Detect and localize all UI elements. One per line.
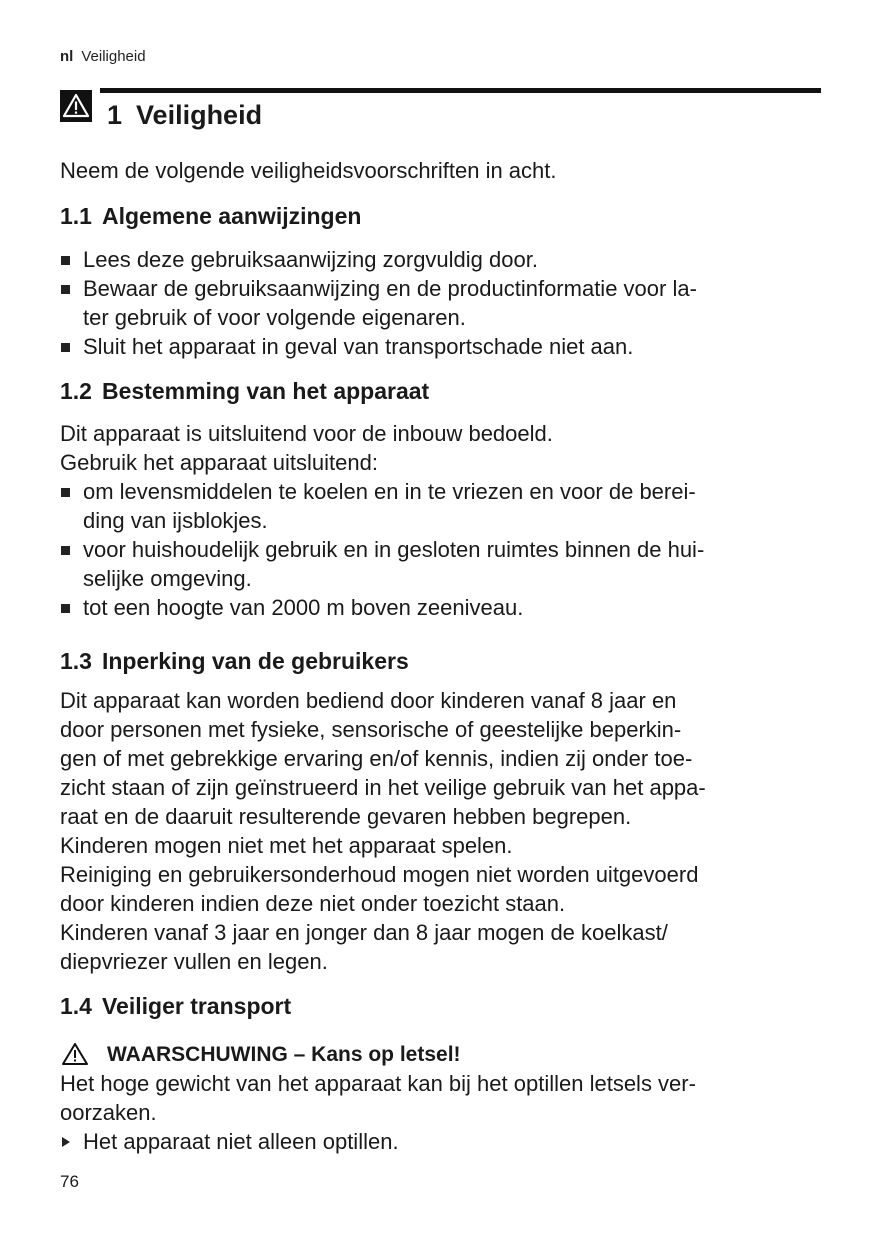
paragraph-line: diepvriezer vullen en legen. [60, 949, 328, 974]
page-number: 76 [60, 1172, 79, 1191]
bullet-icon [61, 285, 70, 294]
paragraph-line: Reiniging en gebruikersonderhoud mogen niet worden uitgevoerd [60, 862, 699, 887]
header-section: Veiligheid [81, 48, 146, 65]
list-1-1 [60, 245, 820, 361]
heading-1-4 [60, 991, 291, 1021]
heading-number: 1.2 [60, 378, 92, 404]
page-title [107, 100, 262, 131]
title-number: 1 [107, 100, 123, 130]
list-item [60, 274, 820, 332]
paragraph-line: gen of met gebrekkige ervaring en/of kennis, indien zij onder toe- [60, 746, 693, 771]
warning-heading [60, 1040, 820, 1069]
paragraph-line: raat en de daaruit resulterende gevaren hebben begrepen. [60, 804, 632, 829]
paragraph-line: Gebruik het apparaat uitsluitend: [60, 450, 378, 475]
action-step [60, 1127, 820, 1156]
bullet-icon [61, 546, 70, 555]
heading-1-2 [60, 376, 429, 406]
paragraph-line: Kinderen mogen niet met het apparaat spelen. [60, 833, 513, 858]
heading-number: 1.3 [60, 648, 92, 674]
arrow-right-icon [62, 1137, 70, 1147]
list-item-text: Bewaar de gebruiksaanwijzing en de productinformatie voor la- [83, 276, 697, 301]
heading-text: Algemene aanwijzingen [101, 203, 362, 229]
paragraph-line: Dit apparaat kan worden bediend door kinderen vanaf 8 jaar en [60, 688, 677, 713]
list-item-text: selijke omgeving. [83, 566, 252, 591]
warning-triangle-icon [61, 1042, 89, 1066]
bullet-icon [61, 343, 70, 352]
body-1-2 [60, 419, 820, 622]
warning-box-icon [60, 90, 92, 122]
heading-1-3 [60, 646, 409, 676]
list-item [60, 593, 820, 622]
list-item-text: tot een hoogte van 2000 m boven zeeniveau. [83, 595, 524, 620]
list-item-text: ter gebruik of voor volgende eigenaren. [83, 305, 466, 330]
warning-text: WAARSCHUWING – Kans op letsel! [107, 1043, 461, 1066]
heading-text: Bestemming van het apparaat [101, 378, 430, 404]
bullet-icon [61, 256, 70, 265]
heading-number: 1.1 [60, 203, 92, 229]
list-item-text: Sluit het apparaat in geval van transportschade niet aan. [83, 334, 634, 359]
list-item-text: om levensmiddelen te koelen en in te vriezen en voor de berei- [83, 479, 696, 504]
list-item-text: voor huishoudelijk gebruik en in gesloten ruimtes binnen de hui- [83, 537, 705, 562]
list-item [60, 535, 820, 593]
running-header [60, 48, 146, 65]
list-item [60, 477, 820, 535]
list-item [60, 332, 820, 361]
language-code: nl [60, 48, 74, 65]
paragraph-line: Dit apparaat is uitsluitend voor de inbouw bedoeld. [60, 421, 553, 446]
paragraph-line: door kinderen indien deze niet onder toezicht staan. [60, 891, 566, 916]
paragraph-line: Kinderen vanaf 3 jaar en jonger dan 8 jaar mogen de koelkast/ [60, 920, 668, 945]
heading-text: Veiliger transport [101, 993, 292, 1019]
heading-1-1 [60, 201, 361, 231]
heading-text: Inperking van de gebruikers [101, 648, 409, 674]
paragraph-line: oorzaken. [60, 1100, 157, 1125]
list-item-text: ding van ijsblokjes. [83, 508, 268, 533]
bullet-icon [61, 604, 70, 613]
intro-text: Neem de volgende veiligheidsvoorschriften in acht. [60, 158, 557, 183]
bullet-icon [61, 488, 70, 497]
title-text: Veiligheid [136, 100, 263, 130]
list-item-text: Lees deze gebruiksaanwijzing zorgvuldig door. [83, 247, 538, 272]
body-1-4 [60, 1040, 820, 1156]
heading-number: 1.4 [60, 993, 92, 1019]
paragraph-line: Het hoge gewicht van het apparaat kan bij het optillen letsels ver- [60, 1071, 696, 1096]
action-text: Het apparaat niet alleen optillen. [83, 1129, 399, 1154]
body-1-3 [60, 686, 820, 976]
title-rule [100, 88, 821, 93]
list-item [60, 245, 820, 274]
paragraph-line: door personen met fysieke, sensorische of geestelijke beperkin- [60, 717, 682, 742]
paragraph-line: zicht staan of zijn geïnstrueerd in het veilige gebruik van het appa- [60, 775, 706, 800]
